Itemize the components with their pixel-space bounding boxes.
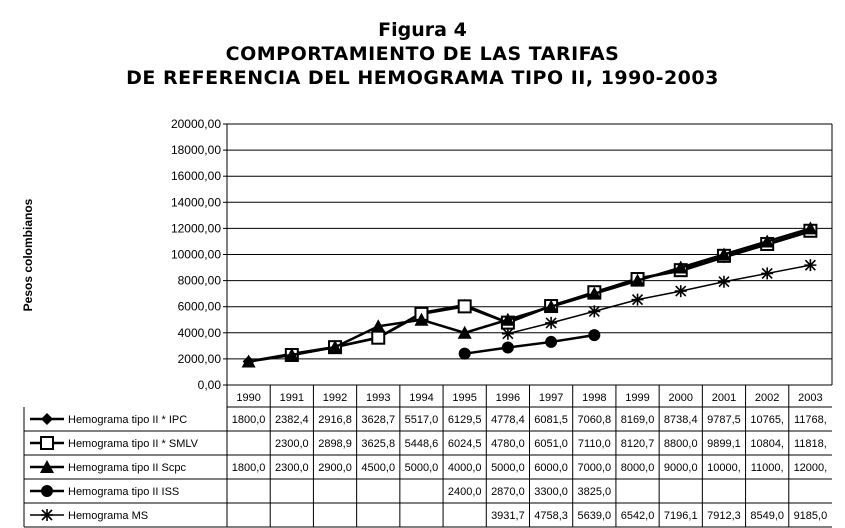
data-point-hemograma-ms xyxy=(588,305,600,317)
y-tick-label: 18000,00 xyxy=(170,143,221,158)
data-label: 2916,8 xyxy=(318,414,352,426)
legend-label: Hemograma tipo II * SMLV xyxy=(68,438,199,450)
data-label: 4000,0 xyxy=(447,462,482,474)
data-label: 3931,7 xyxy=(491,510,525,522)
x-tick-label: 1991 xyxy=(279,392,305,404)
data-label: 8549,0 xyxy=(750,510,785,522)
data-label: 5000,0 xyxy=(404,462,439,474)
data-label: 11818, xyxy=(793,438,827,450)
data-label: 10804, xyxy=(750,438,785,450)
x-tick-label: 2003 xyxy=(798,392,823,404)
legend-label: Hemograma MS xyxy=(68,510,149,522)
data-label: 10765, xyxy=(750,414,785,426)
data-label: 7110,0 xyxy=(577,438,611,450)
data-label: 10000, xyxy=(707,462,741,474)
chart-title-line-2: DE REFERENCIA DEL HEMOGRAMA TIPO II, 1990-2003 xyxy=(126,67,719,89)
y-tick-label: 16000,00 xyxy=(170,169,221,184)
data-label: 5517,0 xyxy=(404,414,439,426)
data-label: 5000,0 xyxy=(491,462,525,474)
data-label: 11768, xyxy=(793,414,827,426)
data-label: 7912,3 xyxy=(707,510,741,522)
data-label: 6024,5 xyxy=(447,438,482,450)
data-point-hemograma-ms xyxy=(761,267,773,279)
data-point-hemograma-tipo-ii-iss xyxy=(502,342,514,354)
y-tick-label: 20000,00 xyxy=(170,117,221,131)
data-point-hemograma-tipo-ii-iss xyxy=(545,336,557,348)
legend-marker xyxy=(41,509,53,521)
data-label: 2300,0 xyxy=(274,438,309,450)
legend-marker xyxy=(41,485,53,497)
data-point-hemograma-tipo-ii-smlv xyxy=(459,300,471,312)
data-label: 8000,0 xyxy=(620,462,655,474)
data-label: 8800,0 xyxy=(663,438,698,450)
data-label: 9899,1 xyxy=(707,438,741,450)
data-label: 9000,0 xyxy=(663,462,698,474)
y-tick-label: 8000,00 xyxy=(177,273,221,288)
legend-label: Hemograma tipo II * IPC xyxy=(68,414,188,426)
chart-title-line-1: COMPORTAMIENTO DE LAS TARIFAS xyxy=(225,43,620,65)
data-point-hemograma-ms xyxy=(632,294,644,306)
data-point-hemograma-tipo-ii-iss xyxy=(459,348,471,360)
data-label: 7196,1 xyxy=(663,510,698,522)
data-point-hemograma-ms xyxy=(718,276,730,288)
data-label: 5639,0 xyxy=(577,510,612,522)
y-tick-label: 4000,00 xyxy=(177,325,221,340)
legend-marker xyxy=(41,437,53,449)
x-tick-label: 1997 xyxy=(538,392,564,404)
x-tick-label: 1998 xyxy=(582,392,607,404)
data-label: 4500,0 xyxy=(361,462,396,474)
data-label: 8738,4 xyxy=(663,414,698,426)
data-point-hemograma-ms xyxy=(675,285,687,297)
legend-label: Hemograma tipo II Scpc xyxy=(68,462,186,474)
data-label: 6051,0 xyxy=(534,438,568,450)
data-label: 2870,0 xyxy=(491,486,525,498)
data-label: 2898,9 xyxy=(318,438,352,450)
data-label: 7060,8 xyxy=(577,414,612,426)
x-tick-label: 1996 xyxy=(495,392,521,404)
data-label: 2900,0 xyxy=(318,462,352,474)
data-label: 8169,0 xyxy=(620,414,655,426)
x-tick-label: 1992 xyxy=(322,392,348,404)
legend-marker xyxy=(41,413,53,425)
x-tick-label: 2001 xyxy=(711,392,737,404)
data-label: 3625,8 xyxy=(361,438,396,450)
y-axis-label-text: Pesos colombianos xyxy=(21,198,35,312)
y-tick-label: 14000,00 xyxy=(170,195,221,210)
data-label: 4778,4 xyxy=(491,414,525,426)
data-label: 6129,5 xyxy=(447,414,482,426)
data-label: 4780,0 xyxy=(491,438,525,450)
x-tick-label: 1999 xyxy=(625,392,650,404)
data-label: 2400,0 xyxy=(447,486,482,498)
data-label: 9787,5 xyxy=(707,414,741,426)
y-tick-label: 10000,00 xyxy=(170,247,221,262)
x-tick-label: 1994 xyxy=(409,392,434,404)
x-tick-label: 2002 xyxy=(754,392,780,404)
y-tick-label: 6000,00 xyxy=(177,299,221,314)
data-label: 6081,5 xyxy=(534,414,568,426)
y-tick-label: 0,00 xyxy=(197,378,221,392)
x-tick-label: 1993 xyxy=(366,392,391,404)
data-point-hemograma-tipo-ii-iss xyxy=(588,329,600,341)
data-point-hemograma-ms xyxy=(545,317,557,329)
data-label: 6542,0 xyxy=(620,510,655,522)
data-label: 12000, xyxy=(793,462,828,474)
data-label: 5448,6 xyxy=(404,438,439,450)
data-label: 3825,0 xyxy=(577,486,612,498)
data-point-hemograma-tipo-ii-smlv xyxy=(372,332,384,344)
data-label: 9185,0 xyxy=(793,510,828,522)
data-label: 3300,0 xyxy=(534,486,568,498)
data-point-hemograma-ms xyxy=(502,328,514,340)
data-label: 2300,0 xyxy=(274,462,309,474)
data-label: 1800,0 xyxy=(231,462,266,474)
legend-label: Hemograma tipo II ISS xyxy=(68,486,180,498)
series-line-hemograma-tipo-ii-iss xyxy=(465,335,595,354)
data-label: 1800,0 xyxy=(231,414,266,426)
x-tick-label: 2000 xyxy=(668,392,693,404)
y-tick-label: 12000,00 xyxy=(170,221,221,236)
x-tick-label: 1990 xyxy=(236,392,261,404)
data-point-hemograma-ms xyxy=(804,259,816,271)
data-label: 4758,3 xyxy=(534,510,568,522)
x-tick-label: 1995 xyxy=(452,392,477,404)
figure-number: Figura 4 xyxy=(378,19,467,41)
data-label: 11000, xyxy=(750,462,784,474)
data-label: 2382,4 xyxy=(274,414,309,426)
data-label: 7000,0 xyxy=(577,462,612,474)
data-label: 6000,0 xyxy=(534,462,568,474)
y-tick-label: 2000,00 xyxy=(177,351,221,366)
data-label: 3628,7 xyxy=(361,414,396,426)
data-label: 8120,7 xyxy=(620,438,655,450)
